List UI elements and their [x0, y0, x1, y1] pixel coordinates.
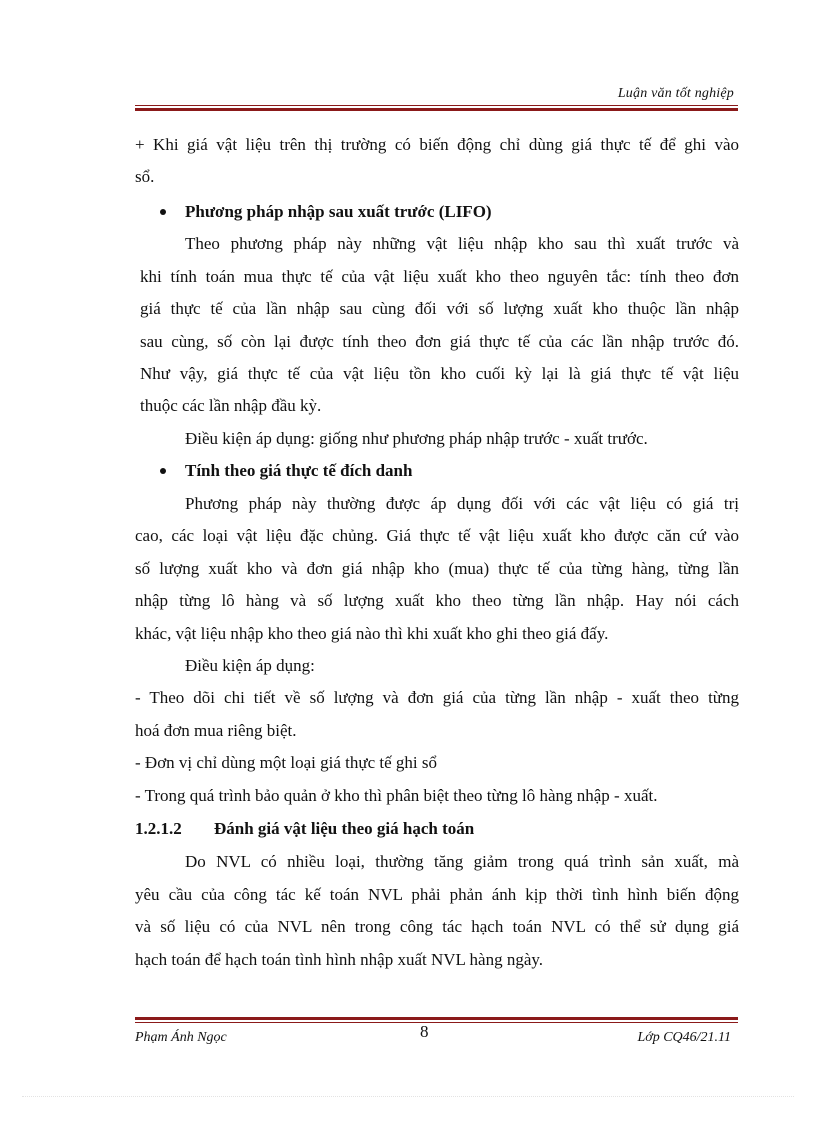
section-number: 1.2.1.2: [135, 819, 182, 838]
footer-rule-thick: [135, 1017, 738, 1020]
paragraph-line: sổ.: [135, 167, 155, 186]
footer-rule-thin: [135, 1022, 738, 1023]
paragraph-line: Như vậy, giá thực tế của vật liệu tồn kho cuối kỳ lại là giá thực tế vật liệu: [140, 364, 739, 383]
page-number: 8: [420, 1022, 429, 1041]
paragraph-line: - Đơn vị chỉ dùng một loại giá thực tế ghi sổ: [135, 753, 437, 772]
paragraph-line: và số liệu có của NVL nên trong công tác hạch toán NVL có thể sử dụng giá: [135, 917, 739, 936]
section-title: Đánh giá vật liệu theo giá hạch toán: [214, 819, 475, 838]
paragraph-line: + Khi giá vật liệu trên thị trường có biến động chỉ dùng giá thực tế để ghi vào: [135, 135, 739, 154]
paragraph-line: Theo phương pháp này những vật liệu nhập kho sau thì xuất trước và: [185, 234, 739, 253]
header-rule-thick: [135, 108, 738, 111]
paragraph-line: nhập từng lô hàng và số lượng xuất kho theo từng lần nhập. Hay nói cách: [135, 591, 739, 610]
paragraph-line: khác, vật liệu nhập kho theo giá nào thì khi xuất kho ghi theo giá đấy.: [135, 624, 609, 643]
bullet-icon: [160, 209, 166, 215]
paragraph-line: yêu cầu của công tác kế toán NVL phải phản ánh kịp thời tình hình biến động: [135, 885, 739, 904]
bullet-icon: [160, 468, 166, 474]
header-title: Luận văn tốt nghiệp: [617, 86, 734, 101]
paragraph-line: Điều kiện áp dụng: giống như phương pháp nhập trước - xuất trước.: [185, 429, 648, 448]
bullet-heading-specific: Tính theo giá thực tế đích danh: [185, 461, 413, 480]
paragraph-line: Phương pháp này thường được áp dụng đối với các vật liệu có giá trị: [185, 494, 739, 513]
paragraph-line: khi tính toán mua thực tế của vật liệu xuất kho theo nguyên tắc: tính theo đơn: [140, 267, 739, 286]
paragraph-line: - Theo dõi chi tiết về số lượng và đơn giá của từng lần nhập - xuất theo từng: [135, 688, 739, 707]
paragraph-line: Điều kiện áp dụng:: [185, 656, 315, 675]
paragraph-line: hạch toán để hạch toán tình hình nhập xuất NVL hàng ngày.: [135, 950, 544, 969]
paragraph-line: thuộc các lần nhập đầu kỳ.: [140, 396, 322, 415]
paragraph-line: sau cùng, số còn lại được tính theo đơn giá thực tế của các lần nhập trước đó.: [140, 332, 739, 351]
paragraph-line: giá thực tế của lần nhập sau cùng đối với số lượng xuất kho thuộc lần nhập: [140, 299, 739, 318]
footer-class: Lớp CQ46/21.11: [637, 1030, 731, 1045]
paragraph-line: số lượng xuất kho và đơn giá nhập kho (mua) thực tế của từng hàng, từng lần: [135, 559, 739, 578]
paragraph-line: Do NVL có nhiều loại, thường tăng giảm trong quá trình sản xuất, mà: [185, 852, 739, 871]
paragraph-line: - Trong quá trình bảo quản ở kho thì phân biệt theo từng lô hàng nhập - xuất.: [135, 786, 658, 805]
footer-author: Phạm Ánh Ngọc: [135, 1030, 227, 1045]
bullet-heading-lifo: Phương pháp nhập sau xuất trước (LIFO): [185, 202, 492, 221]
paragraph-line: hoá đơn mua riêng biệt.: [135, 721, 297, 740]
page-edge-divider: [22, 1096, 794, 1097]
header-rule-thin: [135, 105, 738, 106]
paragraph-line: cao, các loại vật liệu đặc chủng. Giá thực tế vật liệu xuất kho được căn cứ vào: [135, 526, 739, 545]
